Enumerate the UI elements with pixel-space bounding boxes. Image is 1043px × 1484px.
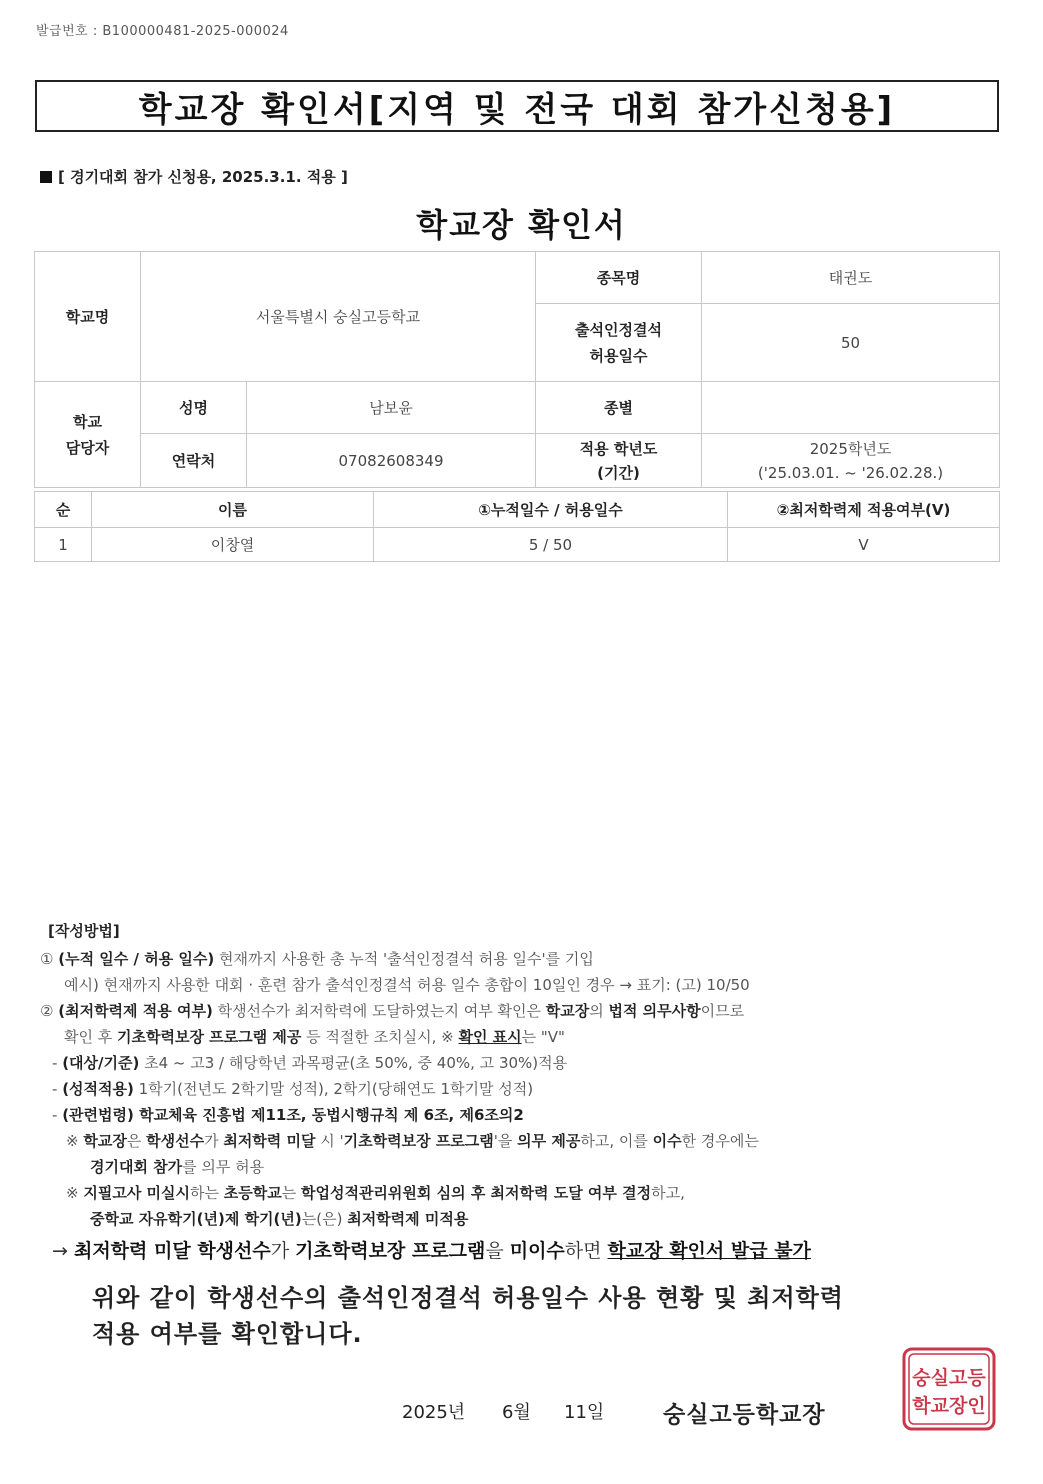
method-line-7: - (관련법령) 학교체육 진흥법 제11조, 동법시행규칙 제 6조, 제6조의2 [52, 1106, 524, 1124]
m10-b: 지필고사 미실시 [83, 1184, 190, 1202]
sub-note [40, 166, 348, 187]
absence-label [536, 304, 702, 382]
sport-label: 종목명 [536, 252, 702, 304]
m4-u: 확인 표시 [458, 1028, 522, 1046]
manager-label [35, 382, 141, 488]
method-line-5: - (대상/기준) 초4 ~ 고3 / 해당학년 과목평균(초 50%, 중 40%, 고 30%)적용 [52, 1054, 568, 1072]
m10-a: ※ [66, 1184, 84, 1202]
m3-d: 법적 의무사항 [608, 1002, 701, 1020]
m6-text: 1학기(전년도 2학기말 성적), 2학기(당해연도 1학기말 성적) [133, 1080, 534, 1098]
year-value-1: 2025학년도 [809, 439, 892, 458]
method-line-1 [40, 948, 594, 969]
table-row [35, 528, 1000, 562]
method-line-2: 예시) 현재까지 사용한 대회 · 훈련 참가 출석인정결석 허용 일수 총합이 10일인 경우 → 표기: (고) 10/50 [64, 976, 750, 994]
arrow-g: 하면 [564, 1240, 608, 1262]
m10-e: 는 [281, 1184, 301, 1202]
name-value: 남보윤 [247, 382, 536, 434]
row-days: 5 / 50 [374, 528, 728, 562]
info-table [34, 251, 1000, 488]
m7-bold: (관련법령) 학교체육 진흥법 제11조, 동법시행규칙 제 6조, 제6조의2 [62, 1106, 524, 1124]
method-title: [작성방법] [48, 922, 120, 940]
arrow-f: 미이수 [509, 1240, 565, 1262]
manager-label-2: 담당자 [65, 438, 110, 457]
sport-value: 태권도 [702, 252, 1000, 304]
arrow-underline: 학교장 확인서 발급 불가 [607, 1240, 811, 1262]
doc-title: 학교장 확인서 [416, 206, 627, 244]
arrow-b: 최저학력 미달 학생선수 [73, 1240, 271, 1262]
m5-bold: (대상/기준) [62, 1054, 140, 1072]
contact-label: 연락처 [141, 434, 247, 488]
m8-e: 가 [204, 1132, 224, 1150]
m1-text: 현재까지 사용한 총 누적 '출석인정결석 허용 일수'를 기입 [214, 950, 594, 968]
list-header-no: 순 [35, 492, 92, 528]
name-label: 성명 [141, 382, 247, 434]
seal-text-2: 학교장인 [912, 1395, 986, 1417]
confirm-statement [92, 1280, 844, 1352]
absence-label-2: 허용일수 [589, 346, 648, 365]
m3-bold: (최저학력제 적용 여부) [58, 1002, 213, 1020]
circled-1: ① [40, 950, 54, 968]
m4-d: 는 "V" [521, 1028, 565, 1046]
type-label: 종별 [536, 382, 702, 434]
m8-f: 최저학력 미달 [223, 1132, 316, 1150]
sub-note-text: [ 경기대회 참가 신청용, 2025.3.1. 적용 ] [58, 168, 348, 186]
absence-value: 50 [702, 304, 1000, 382]
m11-text: 는(은) [301, 1210, 348, 1228]
m3-e: 이므로 [700, 1002, 745, 1020]
method-line-8 [66, 1130, 759, 1151]
date-month: 6월 [502, 1402, 531, 1423]
student-list-table [34, 491, 1000, 562]
seal-text-1: 숭실고등 [912, 1367, 986, 1389]
method-line-3 [40, 1000, 744, 1021]
method-line-4 [64, 1026, 565, 1047]
arrow-d: 기초학력보장 프로그램 [295, 1240, 486, 1262]
m4-b: 기초학력보장 프로그램 제공 [117, 1028, 302, 1046]
m8-l: 이수 [652, 1132, 682, 1150]
row-minimum: V [728, 528, 1000, 562]
arrow-e: 을 [485, 1240, 510, 1262]
m8-a: ※ [66, 1132, 84, 1150]
circled-2: ② [40, 1002, 54, 1020]
m3-b: 학교장 [545, 1002, 590, 1020]
m8-m: 한 경우에는 [681, 1132, 759, 1150]
year-label [536, 434, 702, 488]
notice-arrow-line [52, 1236, 811, 1263]
arrow-c: 가 [270, 1240, 296, 1262]
list-header-name: 이름 [92, 492, 374, 528]
date-year: 2025년 [402, 1402, 466, 1423]
contact-value: 07082608349 [247, 434, 536, 488]
year-value [702, 434, 1000, 488]
type-value [702, 382, 1000, 434]
m5-text: 초4 ~ 고3 / 해당학년 과목평균(초 50%, 중 40%, 고 30%)적용 [139, 1054, 568, 1072]
m3-c: 의 [589, 1002, 609, 1020]
m10-d: 초등학교 [223, 1184, 282, 1202]
m8-h: 기초학력보장 프로그램 [343, 1132, 494, 1150]
list-header-days: ①누적일수 / 허용일수 [374, 492, 728, 528]
m11-bold: 중학교 자유학기(년)제 학기(년) [90, 1210, 302, 1228]
method-line-9 [90, 1156, 264, 1177]
form-title: 학교장 확인서[지역 및 전국 대회 참가신청용] [35, 80, 999, 132]
m4-c: 등 적절한 조치실시, ※ [301, 1028, 459, 1046]
m8-d: 학생선수 [146, 1132, 205, 1150]
row-name: 이창열 [92, 528, 374, 562]
row-no: 1 [35, 528, 92, 562]
school-label: 학교명 [35, 252, 141, 382]
method-line-11 [90, 1208, 468, 1229]
list-header-minimum: ②최저학력제 적용여부(V) [728, 492, 1000, 528]
method-line-10 [66, 1182, 685, 1203]
m11-bold-b: 최저학력제 미적용 [347, 1210, 469, 1228]
confirm-line-1: 위와 같이 학생선수의 출석인정결석 허용일수 사용 현황 및 최저학력 [92, 1284, 844, 1312]
m1-bold: (누적 일수 / 허용 일수) [58, 950, 215, 968]
m9-text: 를 의무 허용 [182, 1158, 265, 1176]
m8-c: 은 [126, 1132, 147, 1150]
year-label-2: (기간) [597, 463, 640, 482]
m4-a: 확인 후 [64, 1028, 118, 1046]
year-value-2: ('25.03.01. ~ '26.02.28.) [757, 463, 944, 482]
m6-bold: (성적적용) [62, 1080, 134, 1098]
m10-f: 학업성적관리위원회 심의 후 최저학력 도달 여부 결정 [300, 1184, 652, 1202]
m8-j: 의무 제공 [517, 1132, 581, 1150]
principal-name: 숭실고등학교장 [663, 1402, 826, 1428]
m10-c: 하는 [190, 1184, 224, 1202]
m9-bold: 경기대회 참가 [90, 1158, 183, 1176]
square-bullet-icon [40, 171, 52, 183]
m10-g: 하고, [651, 1184, 685, 1202]
absence-label-1: 출석인정결석 [575, 320, 662, 339]
manager-label-1: 학교 [73, 412, 102, 431]
seal-border [904, 1349, 994, 1429]
m3-a: 학생선수가 최저학력에 도달하였는지 여부 확인은 [212, 1002, 546, 1020]
school-seal-icon [900, 1345, 998, 1433]
confirm-line-2: 적용 여부를 확인합니다. [92, 1320, 363, 1348]
school-value: 서울특별시 숭실고등학교 [141, 252, 536, 382]
m8-g: 시 ' [315, 1132, 344, 1150]
m8-b: 학교장 [83, 1132, 127, 1150]
issue-number: 발급번호 : B100000481-2025-000024 [36, 24, 289, 39]
m8-k: 하고, 이를 [580, 1132, 653, 1150]
year-label-1: 적용 학년도 [579, 439, 658, 458]
method-line-6: - (성적적용) 1학기(전년도 2학기말 성적), 2학기(당해연도 1학기말 성적) [52, 1080, 534, 1098]
arrow-icon: → [52, 1240, 74, 1262]
date-day: 11일 [564, 1402, 605, 1423]
m8-i: '을 [493, 1132, 518, 1150]
